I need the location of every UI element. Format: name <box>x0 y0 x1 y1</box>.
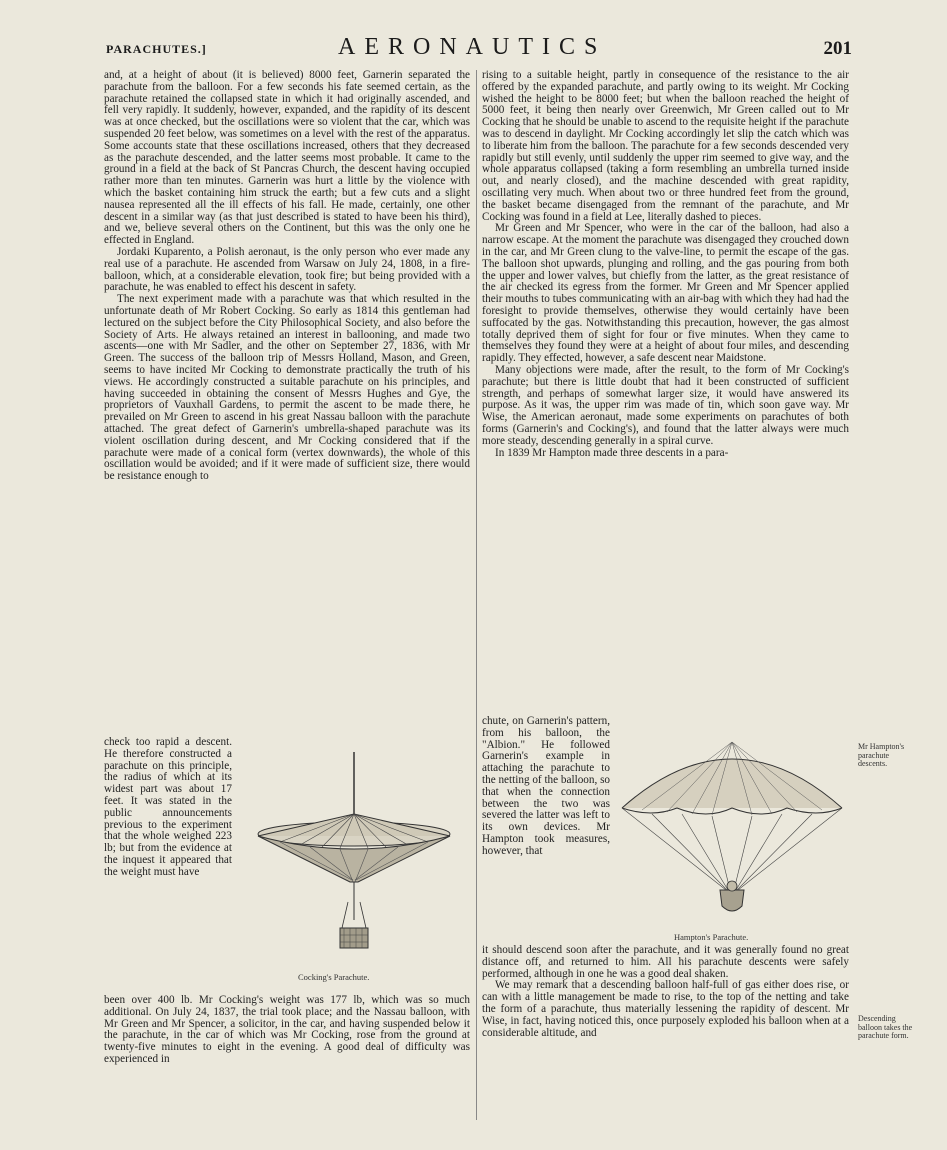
hampton-parachute-caption: Hampton's Parachute. <box>674 932 749 942</box>
section-label: PARACHUTES.] <box>106 42 207 56</box>
right-column-top <box>482 70 849 459</box>
paragraph: Mr Green and Mr Spencer, who were in the car of the balloon, had also a narrow escape. At the moment the parachute was disengaged they crouched down in the car, and Mr Green clung to the valve-line, to permit the escape of the gas. The balloon shot upwards, plunging and rolling, and the gas pouring from both the upper and lower valves, but chiefly from the latter, as the great resistance of the air checked its egress from the former. Mr Green and Mr Spencer applied their mouths to tubes communicating with an air-bag with which they had had the foresight to provide themselves, otherwise they would certainly have been suffocated by the gas. Notwithstanding this precaution, however, the gas almost totally deprived them of sight for four or five minutes. When they came to themselves they found they were at a height of about four miles, and descending rapidly. They effected, however, a safe descent near Maidstone. <box>482 222 849 365</box>
margin-note-descending-balloon: Descending balloon takes the parachute form. <box>858 1014 913 1040</box>
left-column-bottom <box>104 995 470 1066</box>
left-column-wrap <box>104 737 232 879</box>
paragraph: Many objections were made, after the result, to the form of Mr Cocking's parachute; but there is little doubt that had it been constructed of sufficient strength, and perhaps of somewhat larger size, it would have answered its purpose. As it was, the upper rim was made of tin, which soon gave way. Mr Wise, the American aeronaut, made some experiments on parachutes of both forms (Garnerin's and Cocking's), and found that the latter always were much more steady, descending generally in a spiral curve. <box>482 363 849 447</box>
running-title: AERONAUTICS <box>338 34 607 60</box>
page-header <box>100 36 860 66</box>
paragraph: Jordaki Kuparento, a Polish aeronaut, is the only person who ever made any real use of a parachute. He ascended from Warsaw on July 24, 1808, in a fire-balloon, which, at a considerable elevation, took fire; but being provided with a parachute, he was enabled to effect his descent in safety. <box>104 245 470 294</box>
margin-note-hampton: Mr Hampton's parachute descents. <box>858 742 905 768</box>
paragraph: been over 400 lb. Mr Cocking's weight was 177 lb, which was so much additional. On July 24, 1837, the trial took place; and the Nassau balloon, with Mr Green and Mr Spencer, a solicitor, in the car, and having suspended below it the parachute, in the car of which was Mr Cocking, rose from the ground at twenty-five minutes to eight in the evening. A good deal of difficulty was experienced in <box>104 994 470 1065</box>
right-column-bottom <box>482 945 849 1039</box>
paragraph: check too rapid a descent. He therefore constructed a parachute on this principle, the radius of which at its widest part was about 17 feet. It was stated in the public announcements previous to the experiment that the whole weighed 223 lb; but from the evidence at the inquest it appeared that the weight must have <box>104 736 232 878</box>
cocking-parachute-caption: Cocking's Parachute. <box>298 972 370 982</box>
paragraph: rising to a suitable height, partly in consequence of the resistance to the air offered by the expanded parachute, and partly owing to its weight. Mr Cocking wished the height to be 8000 feet; but when the balloon reached the height of 5000 feet, it being then nearly over Greenwich, Mr Green called out to Mr Cocking that he should be unable to ascend to the requisite height if the parachute was to descend in daylight. Mr Cocking accordingly let slip the catch which was to liberate him from the balloon. The parachute for a few seconds descended very rapidly but still evenly, until suddenly the upper rim seemed to give way, and the whole apparatus collapsed (taking a form resembling an umbrella turned inside out, and nearly closed), and the machine descended with great rapidity, oscillating very much. When about two or three hundred feet from the ground, the basket became disengaged from the remnant of the parachute, and Mr Cocking was found in a field at Lee, literally dashed to pieces. <box>482 69 849 223</box>
page-number: 201 <box>823 38 852 59</box>
cocking-parachute-illustration <box>240 752 468 984</box>
column-divider <box>476 70 477 1120</box>
left-column-top <box>104 70 470 483</box>
right-column-wrap <box>482 716 610 858</box>
paragraph: it should descend soon after the parachute, and it was generally found no great distance off, and returned to him. All his parachute descents were safely performed, although in one he was a good deal shaken. <box>482 944 849 980</box>
paragraph: We may remark that a descending balloon half-full of gas either does rise, or can with a little management be made to rise, to the top of the netting and take the form of a parachute, thus materially lessening the rapidity of descent. Mr Wise, in fact, having noticed this, once purposely exploded his balloon when at a considerable altitude, and <box>482 979 849 1039</box>
paragraph: and, at a height of about (it is believed) 8000 feet, Garnerin separated the parachute from the balloon. For a few seconds his fate seemed certain, as the parachute retained the collapsed state in which it had originally ascended, and fell very rapidly. It suddenly, however, expanded, and the rapidity of its descent was at once checked, but the oscillations were so violent that the car, which was suspended 20 feet below, was sometimes on a level with the rest of the apparatus. Some accounts state that these oscillations increased, others that they decreased as the parachute descended, and the latter seems most probable. It came to the ground in a field at the back of St Pancras Church, the descent having occupied rather more than ten minutes. Garnerin was hurt a little by the violence with which the basket containing him struck the earth; but a few cuts and a slight nausea represented all the ill effects of his fall. He made, certainly, one other descent in a similar way (as that just described is stated to have been his third), and we, believe several others on the Continent, but this was the only one he effected in England. <box>104 69 470 247</box>
hampton-parachute-illustration <box>612 730 848 944</box>
paragraph: The next experiment made with a parachute was that which resulted in the unfortunate death of Mr Robert Cocking. So early as 1814 this gentleman had lectured on the subject before the City Philosophical Society, and also before the Society of Arts. He always retained an interest in ballooning, and made two ascents—one with Mr Sadler, and the other on September 27, 1836, with Mr Green. The success of the balloon trip of Messrs Holland, Mason, and Green, seems to have incited Mr Cocking to demonstrate practically the truth of his views. He accordingly constructed a suitable parachute on his principles, and having succeeded in obtaining the consent of Messrs Hughes and Gye, the proprietors of Vauxhall Gardens, to permit the ascent to be made there, he prevailed on Mr Green to ascend in his great Nassau balloon with the parachute attached. The great defect of Garnerin's umbrella-shaped parachute was its violent oscillation during descent, and Mr Cocking considered that if the parachute were made of a conical form (vertex downwards), the whole of this oscillation would be avoided; and if it were made of sufficient size, there would be resistance enough to <box>104 293 470 483</box>
paragraph: In 1839 Mr Hampton made three descents in a para- <box>495 446 729 459</box>
paragraph: chute, on Garnerin's pattern, from his balloon, the "Albion." He followed Garnerin's example in attaching the parachute to the netting of the balloon, so that when the connection between the two was severed the latter was left to its own devices. Mr Hampton took measures, however, that <box>482 715 611 857</box>
